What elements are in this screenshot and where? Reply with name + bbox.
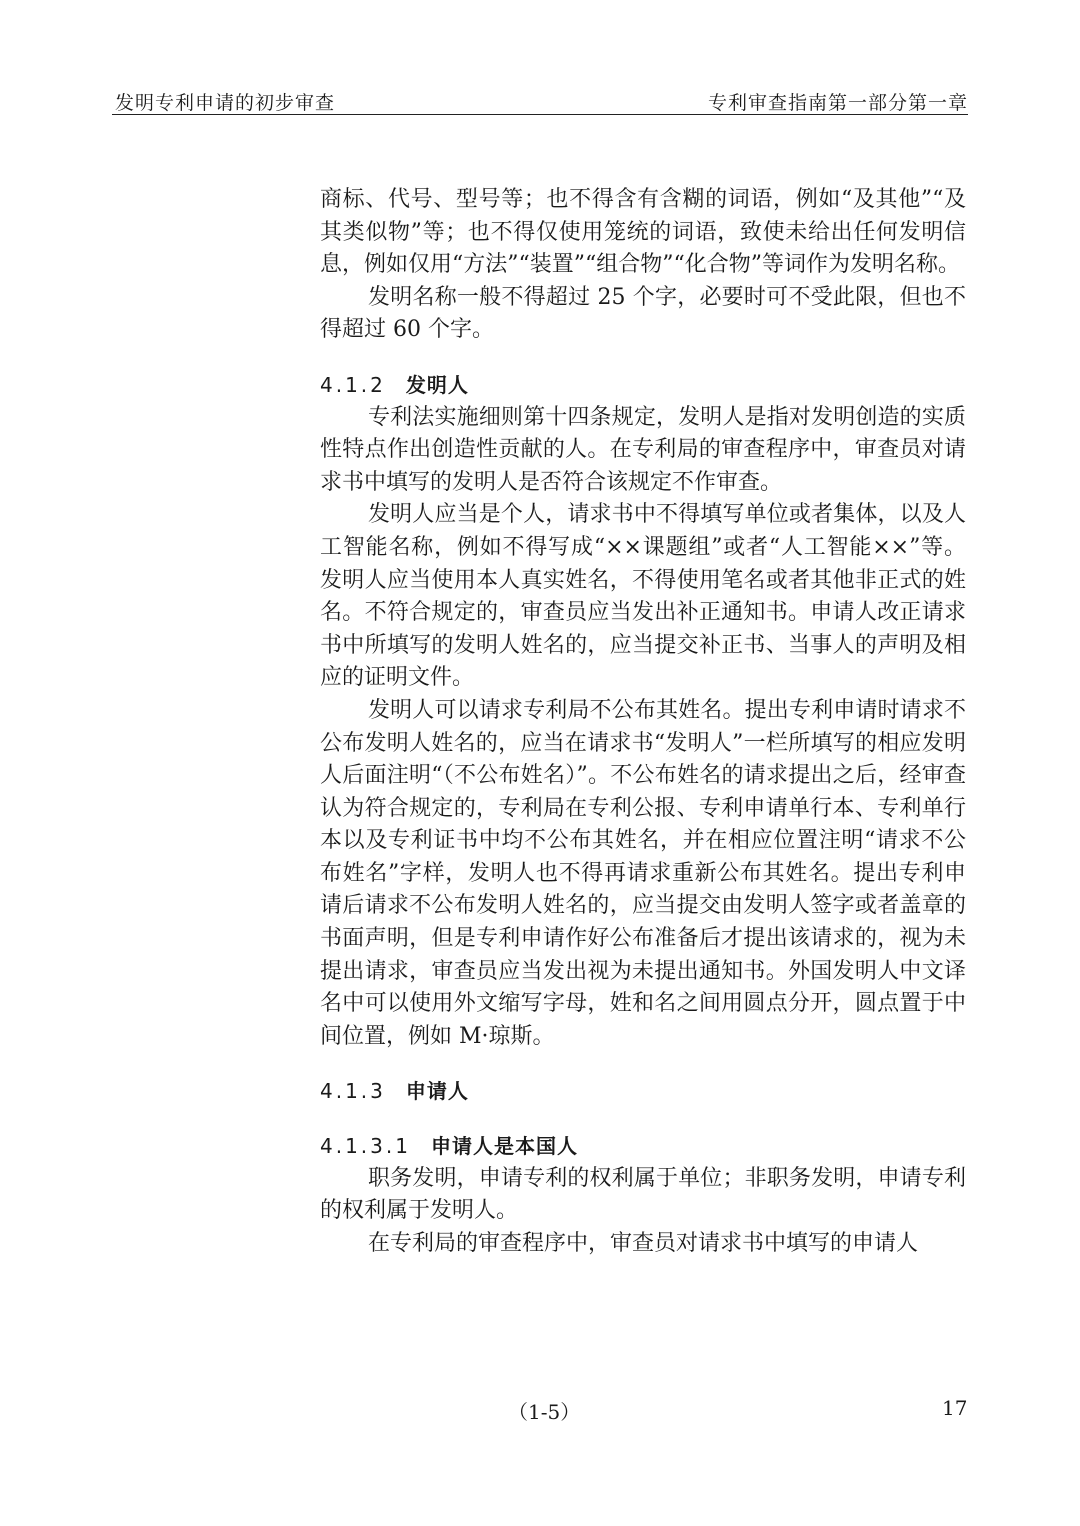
paragraph-service-invention: 职务发明，申请专利的权利属于单位；非职务发明，申请专利的权利属于发明人。 bbox=[320, 1165, 966, 1224]
section-number: 4.1.3 bbox=[320, 1079, 386, 1104]
section-title: 申请人 bbox=[405, 1079, 469, 1104]
page-number: 17 bbox=[942, 1396, 968, 1420]
paragraph-inventor-name-nondisclosure: 发明人可以请求专利局不公布其姓名。提出专利申请时请求不公布发明人姓名的，应当在请求书“发明人”一栏所填写的相应发明人后面注明“（不公布姓名）”。不公布姓名的请求提出之后，经审查认为符合规定的，专利局在专利公报、专利申请单行本、专利单行本以及专利证书中均不公布其姓名，并在相应位置注明“请求不公布姓名”字样，发明人也不得再请求重新公布其姓名。提出专利申请后请求不公布发明人姓名的，应当提交由发明人签字或者盖章的书面声明，但是专利申请作好公布准备后才提出该请求的，视为未提出请求，审查员应当发出视为未提出通知书。外国发明人中文译名中可以使用外文缩写字母，姓和名之间用圆点分开，圆点置于中间位置，例如 M·琼斯。 bbox=[320, 697, 966, 1049]
subsection-heading-domestic-applicant bbox=[320, 1130, 966, 1163]
subsection-title: 申请人是本国人 bbox=[430, 1134, 578, 1159]
footer-section-number: （1-5） bbox=[508, 1400, 581, 1424]
page-body bbox=[320, 184, 966, 1260]
subsection-number: 4.1.3.1 bbox=[320, 1134, 411, 1159]
section-number: 4.1.2 bbox=[320, 372, 386, 397]
header-guide-section: 专利审查指南第一部分第一章 bbox=[707, 92, 968, 114]
paragraph-inventor-requirements: 发明人应当是个人，请求书中不得填写单位或者集体，以及人工智能名称，例如不得写成“××课题组”或者“人工智能××”等。发明人应当使用本人真实姓名，不得使用笔名或者其他非正式的姓名。不符合规定的，审查员应当发出补正通知书。申请人改正请求书中所填写的发明人姓名的，应当提交补正书、当事人的声明及相应的证明文件。 bbox=[320, 502, 966, 691]
paragraph-invention-title-length: 发明名称一般不得超过 25 个字，必要时可不受此限，但也不得超过 60 个字。 bbox=[320, 284, 966, 343]
section-heading-applicant bbox=[320, 1075, 966, 1108]
paragraph-applicant-examination: 在专利局的审查程序中，审查员对请求书中填写的申请人 bbox=[368, 1230, 919, 1256]
section-title: 发明人 bbox=[405, 372, 469, 397]
section-heading-inventor bbox=[320, 369, 966, 402]
header-chapter-title: 发明专利申请的初步审查 bbox=[115, 92, 336, 114]
running-header bbox=[115, 86, 968, 116]
header-divider bbox=[112, 114, 968, 115]
paragraph-inventor-definition: 专利法实施细则第十四条规定，发明人是指对发明创造的实质性特点作出创造性贡献的人。在专利局的审查程序中，审查员对请求书中填写的发明人是否符合该规定不作审查。 bbox=[320, 404, 966, 495]
paragraph-invention-title-words: 商标、代号、型号等；也不得含有含糊的词语，例如“及其他”“及其类似物”等；也不得仅使用笼统的词语，致使未给出任何发明信息，例如仅用“方法”“装置”“组合物”“化合物”等词作为发明名称。 bbox=[320, 187, 966, 278]
